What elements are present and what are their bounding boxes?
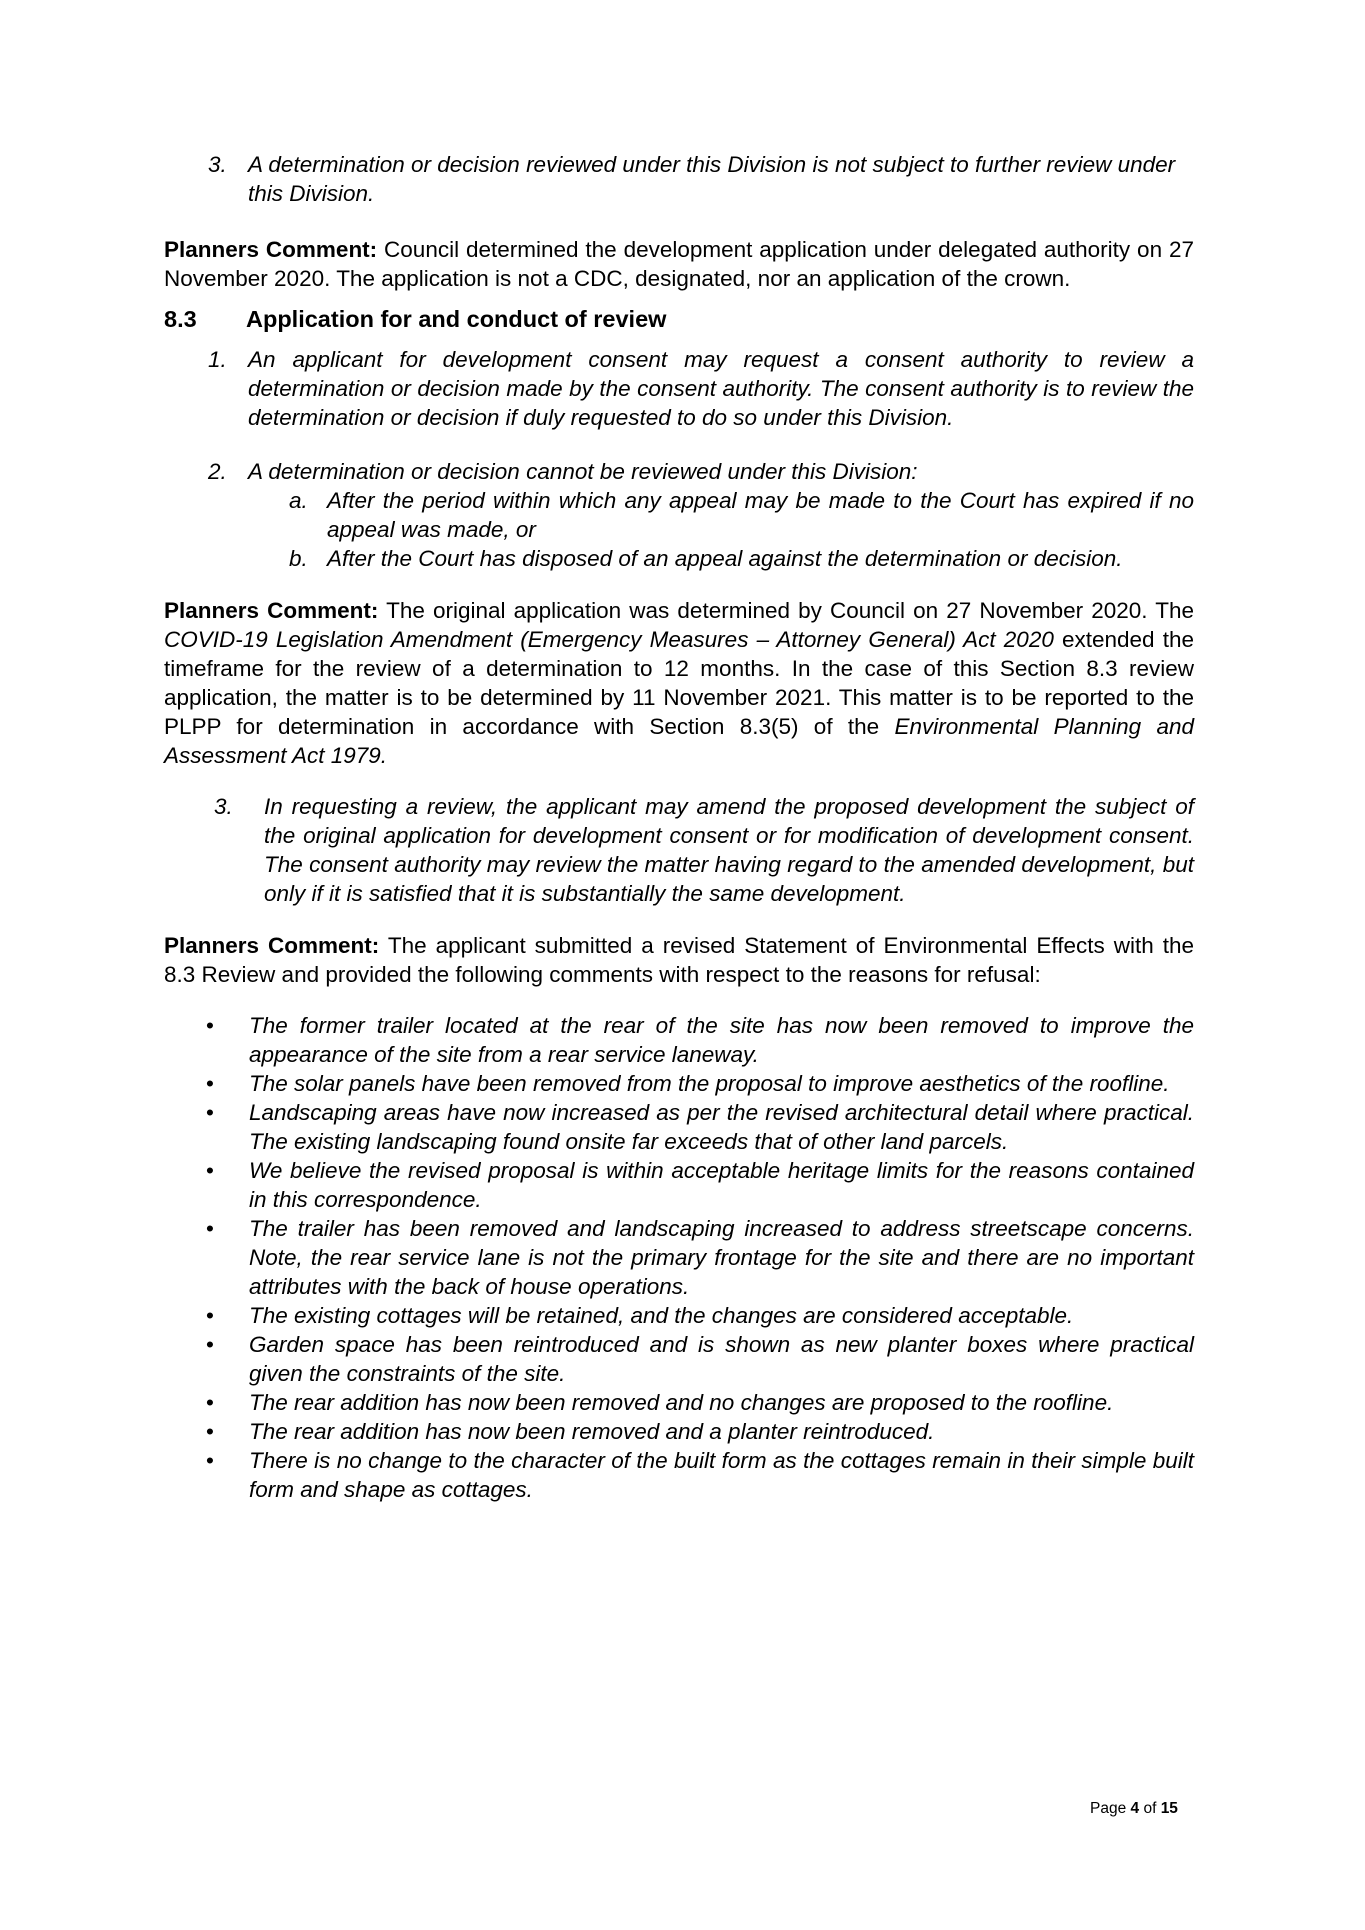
list-item-text: The former trailer located at the rear of the site has now been removed to improve the appearance of the site from a rear service laneway.	[249, 1013, 1194, 1067]
planners-comment-2	[164, 596, 1194, 770]
clause-number: 3.	[214, 794, 233, 819]
section-title: Application for and conduct of review	[246, 306, 667, 332]
clause-1	[164, 345, 1194, 432]
bullet-icon: •	[206, 1419, 214, 1444]
subclause-letter: a.	[289, 488, 308, 513]
subclause-a	[208, 486, 1194, 544]
page-of: of	[1139, 1800, 1161, 1817]
subclause-b	[208, 544, 1194, 573]
list-item-text: Garden space has been reintroduced and is shown as new planter boxes where practical given the constraints of the site.	[249, 1332, 1194, 1386]
comment-text: extended the timeframe for the review of a determination to 12 months. In the case of this Section 8.3 review application, the matter is to be determined by 11 November 2021. This matter is to be reported to the PLPP for determination in accordance with Section 8.3(5) of the	[164, 627, 1194, 739]
clause-2	[164, 457, 1194, 573]
act-title: Environmental Planning and Assessment Act 1979.	[164, 714, 1194, 768]
act-title: COVID-19 Legislation Amendment (Emergency Measures – Attorney General) Act 2020	[164, 627, 1054, 652]
subclause-text: After the period within which any appeal may be made to the Court has expired if no appeal was made, or	[327, 488, 1194, 542]
document-page	[164, 150, 1194, 1504]
bullet-icon: •	[206, 1013, 214, 1038]
list-item-text: The existing cottages will be retained, and the changes are considered acceptable.	[249, 1303, 1074, 1328]
list-item-text: The trailer has been removed and landscaping increased to address streetscape concerns. Note, the rear service lane is not the primary frontage for the site and there are no important attributes with the back of house operations.	[249, 1216, 1194, 1299]
clause-text: A determination or decision reviewed under this Division is not subject to further review under this Division.	[248, 152, 1176, 206]
subclause-letter: b.	[289, 546, 308, 571]
clause-text: An applicant for development consent may request a consent authority to review a determination or decision made by the consent authority. The consent authority is to review the determination or decision if duly requested to do so under this Division.	[248, 347, 1194, 430]
subclause-text: After the Court has disposed of an appeal against the determination or decision.	[327, 546, 1123, 571]
bullet-icon: •	[206, 1071, 214, 1096]
clause-3-prev	[164, 150, 1194, 208]
comment-label: Planners Comment:	[164, 933, 380, 958]
clause-number: 1.	[208, 347, 227, 372]
list-item	[164, 1330, 1194, 1388]
list-item-text: The solar panels have been removed from the proposal to improve aesthetics of the roofline.	[249, 1071, 1170, 1096]
page-number	[1090, 1800, 1178, 1818]
refusal-response-list	[164, 1011, 1194, 1504]
section-heading	[164, 305, 1194, 334]
list-item-text: Landscaping areas have now increased as per the revised architectural detail where practical. The existing landscaping found onsite far exceeds that of other land parcels.	[249, 1100, 1194, 1154]
bullet-icon: •	[206, 1100, 214, 1125]
bullet-icon: •	[206, 1216, 214, 1241]
comment-text: Council determined the development application under delegated authority on 27 November 2020. The application is not a CDC, designated, nor an application of the crown.	[164, 237, 1194, 291]
comment-label: Planners Comment:	[164, 237, 378, 262]
clause-number: 2.	[208, 459, 227, 484]
bullet-icon: •	[206, 1332, 214, 1357]
bullet-icon: •	[206, 1303, 214, 1328]
list-item	[164, 1011, 1194, 1069]
planners-comment-3	[164, 931, 1194, 989]
list-item	[164, 1446, 1194, 1504]
clause-3	[164, 792, 1194, 908]
total-pages: 15	[1160, 1800, 1178, 1817]
bullet-icon: •	[206, 1158, 214, 1183]
section-number: 8.3	[164, 306, 197, 332]
list-item-text: There is no change to the character of the built form as the cottages remain in their simple built form and shape as cottages.	[249, 1448, 1194, 1502]
planners-comment-1	[164, 235, 1194, 293]
clause-text: A determination or decision cannot be reviewed under this Division:	[248, 459, 918, 484]
list-item	[164, 1214, 1194, 1301]
current-page: 4	[1130, 1800, 1140, 1817]
page-prefix: Page	[1090, 1800, 1131, 1817]
list-item	[164, 1417, 1194, 1446]
clause-number: 3.	[208, 152, 227, 177]
clause-text: In requesting a review, the applicant may amend the proposed development the subject of the original application for development consent or for modification of development consent. The consent authority may review the matter having regard to the amended development, but only if it is satisfied that it is substantially the same development.	[264, 794, 1194, 906]
list-item	[164, 1388, 1194, 1417]
comment-label: Planners Comment:	[164, 598, 379, 623]
list-item	[164, 1301, 1194, 1330]
bullet-icon: •	[206, 1390, 214, 1415]
list-item	[164, 1156, 1194, 1214]
list-item-text: We believe the revised proposal is within acceptable heritage limits for the reasons contained in this correspondence.	[249, 1158, 1194, 1212]
list-item-text: The rear addition has now been removed and a planter reintroduced.	[249, 1419, 935, 1444]
comment-text: The applicant submitted a revised Statement of Environmental Effects with the 8.3 Review and provided the following comments with respect to the reasons for refusal:	[164, 933, 1194, 987]
comment-text: The original application was determined by Council on 27 November 2020. The	[378, 598, 1195, 623]
list-item	[164, 1098, 1194, 1156]
list-item	[164, 1069, 1194, 1098]
list-item-text: The rear addition has now been removed and no changes are proposed to the roofline.	[249, 1390, 1114, 1415]
bullet-icon: •	[206, 1448, 214, 1473]
